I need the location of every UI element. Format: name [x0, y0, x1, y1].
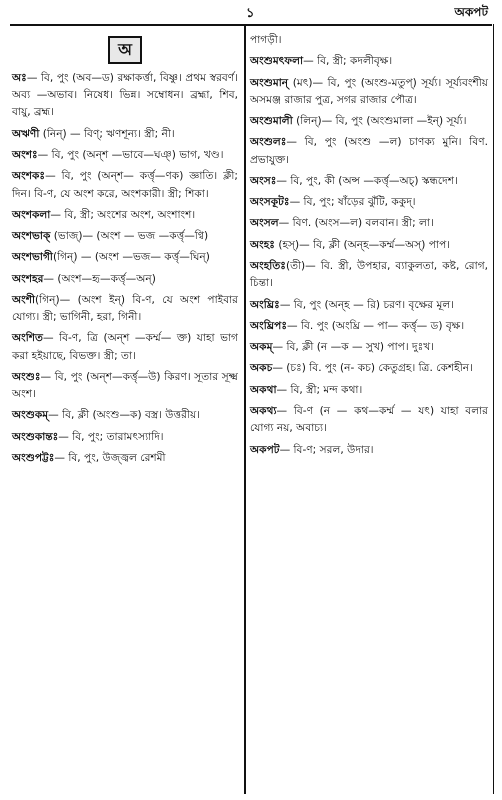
dictionary-entry [12, 228, 238, 245]
entry-headword: অংশহর [12, 272, 44, 285]
entry-definition: (হস্)— বি, ক্লী (অন্হ—কর্ম্ম—অস্) পাপ। [274, 238, 451, 251]
dictionary-entry [250, 75, 488, 109]
entry-definition: — বি, ক্লী (ন —ক — সুখ) পাপ। দুঃখ। [272, 341, 434, 354]
entry-definition: — বি, স্ত্রী; অংশের অংশ, অংশাংশ। [50, 208, 196, 221]
entry-headword: অংসকূটঃ [250, 196, 290, 209]
entry-definition: — বি-ণ; সরল, উদার। [279, 443, 374, 456]
dictionary-entry [250, 339, 488, 356]
entry-definition: — বি, পুং (অন্শ —ভাবে—ঘঞ্) ভাগ, খণ্ড। [37, 149, 224, 161]
dictionary-entry [250, 382, 488, 399]
entry-definition: পাগড়ী। [250, 34, 282, 46]
entry-headword: অংশভাগী [12, 251, 53, 264]
entry-definition: — বি, স্ত্রী; কদলীবৃক্ষ। [303, 55, 393, 68]
entry-definition: — বি, পুং, উজ্জ্বল রেশমী [54, 452, 166, 465]
dictionary-entry [250, 258, 488, 292]
page-header [0, 0, 502, 24]
entry-definition: — বি, পুং (অংশু —ল) চাণক্য মুনি। বিণ. প্রভাযুক্ত। [250, 136, 488, 166]
entry-headword: অংঘ্রিপঃ [250, 319, 288, 332]
entry-definition: — বি, পুং; তারামৎস্যাদি। [58, 430, 164, 443]
dictionary-entry [12, 330, 238, 364]
entry-headword: অঋণী [12, 127, 40, 140]
dictionary-entry [12, 126, 238, 143]
entry-definition: — বি, স্ত্রী; মন্দ কথা। [276, 383, 363, 396]
dictionary-entry [12, 207, 238, 224]
entry-definition: (লিন্)— বি, পুং (অংশুমালা —ইন্) সূর্য্য। [292, 115, 467, 128]
entry-definition: — বি. পুং (অংঘ্রি — পা— কর্ত্তৃ— ড) বৃক্ষ। [287, 319, 465, 332]
dictionary-entry [250, 297, 488, 314]
entry-definition: — বি, পুং (অন্শ— কর্ত্তৃ—ণক) জ্ঞাতি। ক্লী; দিন। বি-ণ, যে অংশ করে, অংশকারী। স্ত্রী; শিকা। [12, 170, 238, 200]
dictionary-entry [250, 134, 488, 168]
dictionary-entry [12, 168, 238, 202]
right-column [250, 30, 488, 463]
dictionary-entry [250, 360, 488, 377]
dictionary-entry [250, 237, 488, 254]
page-number: ১ [246, 6, 255, 21]
entry-headword: অংশুমৎফলা [250, 55, 304, 68]
dictionary-entry [12, 407, 238, 424]
entry-headword: অংঘ্রিঃ [250, 298, 280, 311]
entry-headword: অংশুমালী [250, 115, 293, 128]
entry-definition: (ভাজ্)— (অংশ — ভজ —কর্ত্তৃ—ণ্বি) [50, 230, 209, 243]
entry-definition: — বিণ. (অংস—ল) বলবান। স্ত্রী; লা। [278, 217, 434, 230]
entry-definition: — বি-ণ, ত্রি (অন্শ —কর্ম্ম— ক্ত) যাহা ভাগ করা হইয়াছে, বিভক্ত। স্ত্রী; তা। [12, 332, 238, 362]
entry-headword: অংহঃ [250, 238, 275, 251]
entry-headword: অংশঃ [12, 149, 38, 161]
entry-headword: অংশী [12, 293, 36, 306]
dictionary-entry [250, 194, 488, 211]
entry-definition: — বি-ণ (ন — কথ—কর্ম্ম — যৎ) যাহা বলার যোগ্য নয়, অবাচ্য। [250, 405, 488, 435]
dictionary-entry [250, 32, 488, 49]
entry-headword: অঃ [12, 72, 27, 84]
dictionary-entry [12, 450, 238, 467]
entry-definition: — বি, পুং (অন্শ—কর্ত্তৃ—উ) কিরণ। সূতার সূক্ষ্ম অংশ। [12, 370, 238, 401]
header-rule [10, 24, 492, 26]
dictionary-entry [250, 318, 488, 335]
page-edge-rule [493, 24, 494, 794]
entry-headword: অংশকঃ [12, 170, 46, 183]
section-letter: অ [108, 36, 142, 64]
dictionary-entry [12, 147, 238, 164]
left-entry-list [12, 70, 238, 467]
dictionary-entry [12, 369, 238, 403]
entry-headword: অকম্ [250, 341, 273, 354]
dictionary-entry [250, 113, 488, 130]
entry-headword: অংশুকম্ [12, 409, 49, 422]
entry-definition: — বি, পুং (অব—ড) রক্ষাকর্ত্তা, বিষ্ণু। প্রথম স্বরবর্ণ। অব্য —অভাব। নিষেধ। ভিন্ন। সম্বোধন। ব্রহ্মা, শিব, বায়ু, ব্রহ্ম। [12, 72, 238, 119]
entry-definition: — বি, ক্লী (অংশু—ক) বস্ত্র। উত্তরীয়। [48, 409, 201, 422]
dictionary-entry [12, 249, 238, 266]
entry-headword: অকথ্য [250, 405, 277, 418]
entry-headword: অংহতিঃ [250, 260, 286, 273]
entry-headword: অংশুঃ [12, 370, 41, 383]
entry-headword: অংশিত [12, 332, 43, 345]
right-entry-list [250, 32, 488, 459]
entry-definition: — (অংশ—হৃ—কর্ত্তৃ—অন্) [43, 272, 156, 285]
entry-definition: — (চঃ) বি. পুং (ন- কচ) কেতুগ্রহ। ত্রি. কেশহীন। [272, 362, 473, 375]
entry-headword: অংশভাক্ [12, 230, 51, 243]
guide-word: অকপট [454, 5, 488, 19]
entry-headword: অকপট [250, 443, 280, 456]
entry-definition: — বি, পুং; ষাঁড়ের ঝুঁটি, ককুদ্। [289, 196, 416, 209]
entry-definition: (গিন্) — (অংশ —ভজ— কর্ত্তৃ—ঘিন্) [52, 251, 210, 264]
entry-definition: (গিন্)— (অংশ ইন্) বি-ণ, যে অংশ পাইবার যোগ্য। স্ত্রী; ভাগিনী, হরা, গিনী। [12, 293, 238, 324]
entry-headword: অংশকলা [12, 208, 51, 221]
entry-headword: অংশুপট্টঃ [12, 452, 55, 465]
entry-definition: (মৎ)— বি, পুং (অংশু-মতুপ্) সূর্য্য। সূর্য্যবংশীয় অসমঞ্জ রাজার পুত্র, সগর রাজার পৌত্র। [250, 76, 488, 106]
dictionary-entry [250, 215, 488, 232]
left-column [12, 30, 238, 471]
dictionary-entry [250, 173, 488, 190]
column-divider [244, 24, 246, 794]
entry-definition: — বি, পুং, কী (অন্স —কর্ত্তৃ—অচ্) স্কন্ধদেশ। [276, 174, 458, 187]
dictionary-entry [250, 53, 488, 70]
entry-definition: — বি, পুং (অন্হ — রি) চরণ। বৃক্ষের মূল। [279, 298, 455, 311]
dictionary-entry [250, 403, 488, 437]
entry-definition: (তী)— বি. স্ত্রী, উপহার, ব্যাকুলতা, কষ্ট, রোগ, চিন্তা। [250, 260, 488, 290]
entry-headword: অকচ [250, 362, 273, 375]
entry-headword: অকথা [250, 383, 277, 396]
entry-headword: অংশুমান্ [250, 76, 289, 89]
entry-headword: অংসল [250, 217, 279, 230]
entry-headword: অংসঃ [250, 174, 277, 187]
dictionary-entry [12, 70, 238, 122]
entry-headword: অংশুলঃ [250, 136, 287, 149]
dictionary-entry [12, 271, 238, 288]
dictionary-entry [12, 292, 238, 326]
entry-headword: অংশুকান্তঃ [12, 430, 59, 443]
dictionary-entry [12, 429, 238, 446]
entry-definition: (নিন্) — বিণ্; ঋণশূন্য। স্ত্রী; নী। [39, 127, 175, 140]
dictionary-entry [250, 442, 488, 459]
